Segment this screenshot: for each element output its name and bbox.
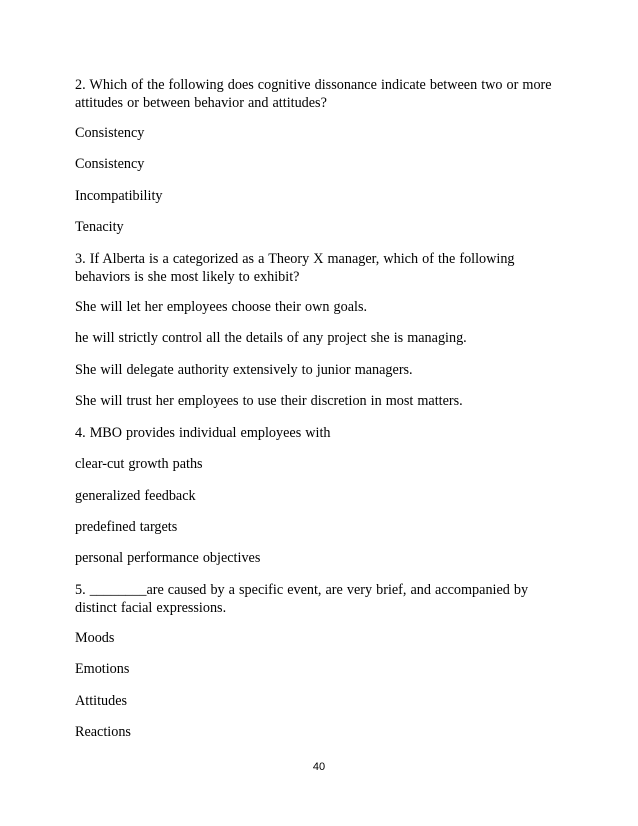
question-4-option-4: personal performance objectives: [75, 550, 261, 566]
question-3-prompt-line-2: behaviors is she most likely to exhibit?: [75, 269, 300, 285]
question-5-option-1: Moods: [75, 630, 115, 646]
question-2-option-1: Consistency: [75, 125, 145, 141]
question-2-option-4: Tenacity: [75, 219, 124, 235]
question-4-option-1: clear-cut growth paths: [75, 456, 203, 472]
question-2-option-3: Incompatibility: [75, 188, 163, 204]
question-2-option-2: Consistency: [75, 156, 145, 172]
question-3-option-1: She will let her employees choose their own goals.: [75, 299, 368, 315]
question-2-prompt-line-2: attitudes or between behavior and attitudes?: [75, 95, 327, 111]
page-number: 40: [312, 761, 326, 773]
question-3-option-3: She will delegate authority extensively to junior managers.: [75, 362, 413, 378]
question-4-option-3: predefined targets: [75, 519, 178, 535]
question-3-option-2: he will strictly control all the details of any project she is managing.: [75, 330, 467, 346]
question-3-option-4: She will trust her employees to use their discretion in most matters.: [75, 393, 463, 409]
question-2-prompt-line-1: 2. Which of the following does cognitive dissonance indicate between two or more: [75, 77, 552, 93]
question-4-option-2: generalized feedback: [75, 488, 196, 504]
question-5-option-3: Attitudes: [75, 693, 128, 709]
question-3-prompt-line-1: 3. If Alberta is a categorized as a Theory X manager, which of the following: [75, 251, 515, 267]
question-5-prompt-line-2: distinct facial expressions.: [75, 600, 227, 616]
question-5-prompt-line-1: 5. ________are caused by a specific event, are very brief, and accompanied by: [75, 582, 529, 598]
question-5-option-2: Emotions: [75, 661, 130, 677]
question-4-prompt-line-1: 4. MBO provides individual employees with: [75, 425, 331, 441]
question-5-option-4: Reactions: [75, 724, 131, 740]
